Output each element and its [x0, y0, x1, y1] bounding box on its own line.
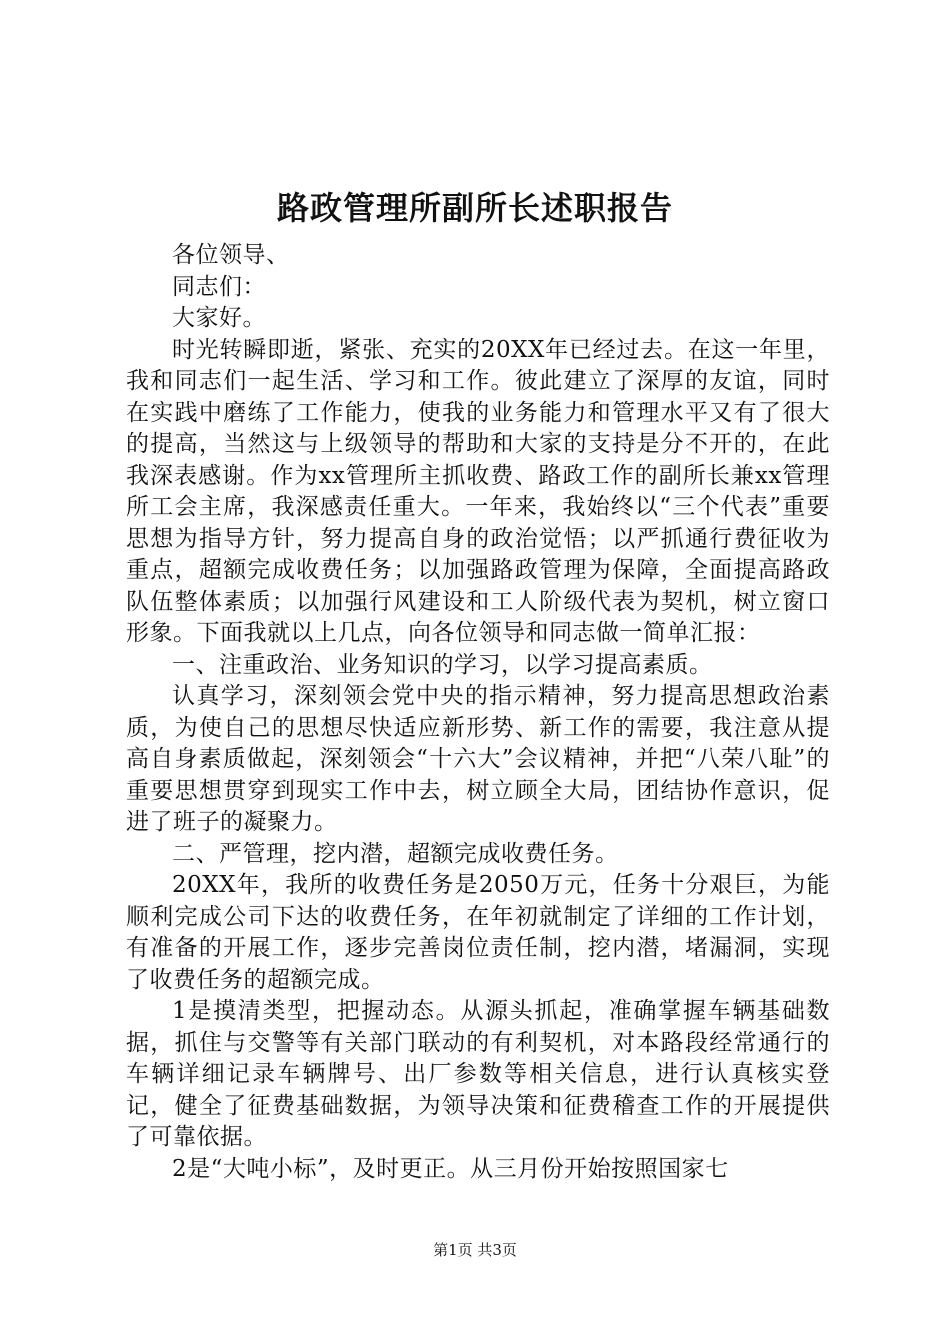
- section-heading-1: 一、注重政治、业务知识的学习，以学习提高素质。: [172, 651, 713, 678]
- section-heading-2: 二、严管理，挖内潜，超额完成收费任务。: [172, 840, 619, 867]
- document-title: 路政管理所副所长述职报告: [276, 189, 673, 227]
- paragraph-toll-task: 20XX年，我所的收费任务是2050万元，任务十分艰巨，为能顺利完成公司下达的收费任务，在年初就制定了详细的工作计划，有准备的开展工作，逐步完善岗位责任制，挖内潜，堵漏洞，实现了收费任务的超额完成。: [126, 872, 830, 993]
- paragraph-item-1: 1是摸清类型，把握动态。从源头抓起，准确掌握车辆基础数据，抓住与交警等有关部门联动的有利契机，对本路段经常通行的车辆详细记录车辆牌号、出厂参数等相关信息，进行认真核实登记，健全了征费基础数据，为领导决策和征费稽查工作的开展提供了可靠依据。: [126, 998, 830, 1150]
- paragraph-item-2: 2是“大吨小标”，及时更正。从三月份开始按照国家七: [172, 1155, 729, 1182]
- paragraph-intro: 时光转瞬即逝，紧张、充实的20XX年已经过去。在这一年里，我和同志们一起生活、学习和工作。彼此建立了深厚的友谊，同时在实践中磨练了工作能力，使我的业务能力和管理水平又有了很大的提高，当然这与上级领导的帮助和大家的支持是分不开的，在此我深表感谢。作为xx管理所主抓收费、路政工作的副所长兼xx管理所工会主席，我深感责任重大。一年来，我始终以“三个代表”重要思想为指导方针，努力提高自身的政治觉悟；以严抓通行费征收为重点，超额完成收费任务；以加强路政管理为保障，全面提高路政队伍整体素质；以加强行风建设和工人阶级代表为契机，树立窗口形象。下面我就以上几点，向各位领导和同志做一简单汇报：: [126, 336, 830, 646]
- document-body: [126, 240, 830, 1185]
- greeting: 大家好。: [172, 305, 266, 331]
- salutation-comrades: 同志们：: [172, 273, 266, 300]
- paragraph-study: 认真学习，深刻领会党中央的指示精神，努力提高思想政治素质，为使自己的思想尽快适应新形势、新工作的需要，我注意从提高自身素质做起，深刻领会“十六大”会议精神，并把“八荣八耻”的重要思想贯穿到现实工作中去，树立顾全大局，团结协作意识，促进了班子的凝聚力。: [126, 683, 830, 835]
- salutation-leaders: 各位领导、: [172, 242, 290, 268]
- page-footer: 第1页 共3页: [433, 1241, 517, 1259]
